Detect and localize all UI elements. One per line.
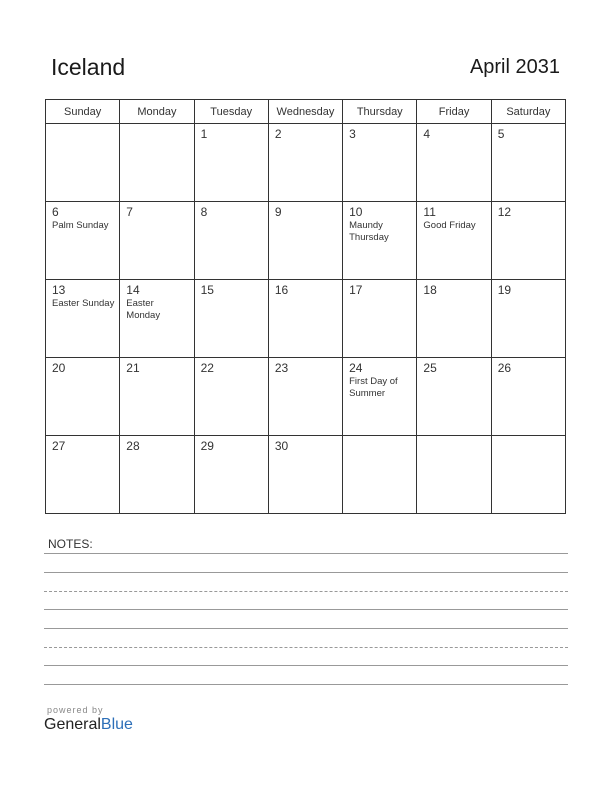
logo-blue-text: Blue bbox=[100, 716, 133, 733]
day-cell bbox=[194, 436, 268, 514]
holiday-label bbox=[195, 297, 268, 298]
day-number: 17 bbox=[349, 283, 363, 297]
day-number: 22 bbox=[200, 361, 214, 375]
week-row bbox=[46, 280, 566, 358]
day-number: 29 bbox=[200, 439, 214, 453]
holiday-label bbox=[492, 141, 565, 142]
holiday-label bbox=[417, 375, 490, 376]
notes-line bbox=[44, 628, 568, 629]
holiday-label bbox=[195, 375, 268, 376]
day-cell bbox=[268, 280, 342, 358]
day-number: 11 bbox=[423, 205, 436, 219]
holiday-label bbox=[46, 127, 119, 128]
day-cell bbox=[417, 436, 491, 514]
holiday-label bbox=[492, 297, 565, 298]
holiday-label: Good Friday bbox=[423, 220, 476, 231]
day-number: 20 bbox=[52, 361, 66, 375]
holiday-label bbox=[120, 219, 193, 220]
day-cell bbox=[46, 280, 120, 358]
day-number: 21 bbox=[126, 361, 140, 375]
notes-line bbox=[44, 591, 568, 592]
notes-line bbox=[44, 665, 568, 666]
calendar-grid bbox=[45, 99, 566, 514]
week-row bbox=[46, 124, 566, 202]
holiday-label bbox=[492, 219, 565, 220]
notes-line bbox=[44, 572, 568, 573]
notes-label: NOTES: bbox=[48, 537, 93, 551]
holiday-label: Palm Sunday bbox=[52, 220, 109, 231]
weekday-header: Monday bbox=[120, 100, 194, 124]
weekday-header: Thursday bbox=[343, 100, 417, 124]
day-cell bbox=[343, 358, 417, 436]
day-number: 30 bbox=[274, 439, 289, 453]
holiday-label bbox=[417, 141, 490, 142]
day-cell bbox=[417, 124, 491, 202]
holiday-label: First Day of Summer bbox=[349, 376, 398, 399]
weekday-header: Saturday bbox=[491, 100, 565, 124]
day-cell bbox=[194, 124, 268, 202]
day-number: 25 bbox=[423, 361, 437, 375]
day-number: 15 bbox=[200, 283, 214, 297]
holiday-label bbox=[46, 375, 119, 376]
notes-line bbox=[44, 609, 568, 610]
holiday-label bbox=[269, 453, 342, 454]
day-cell bbox=[120, 124, 194, 202]
holiday-label bbox=[343, 141, 416, 142]
notes-line bbox=[44, 553, 568, 554]
holiday-label bbox=[269, 141, 342, 142]
day-cell bbox=[46, 436, 120, 514]
holiday-label bbox=[120, 453, 193, 454]
day-number: 6 bbox=[52, 205, 59, 219]
day-number: 7 bbox=[126, 205, 133, 219]
holiday-label bbox=[195, 141, 268, 142]
day-number: 5 bbox=[497, 127, 505, 141]
holiday-label bbox=[195, 219, 268, 220]
day-cell bbox=[491, 124, 565, 202]
holiday-label: Easter Sunday bbox=[52, 298, 115, 309]
day-number: 2 bbox=[274, 127, 282, 141]
day-number: 19 bbox=[497, 283, 512, 297]
day-number: 1 bbox=[200, 127, 208, 141]
day-cell bbox=[491, 358, 565, 436]
day-number: 23 bbox=[274, 361, 289, 375]
holiday-label bbox=[46, 453, 119, 454]
holiday-label bbox=[492, 439, 565, 440]
day-cell bbox=[491, 280, 565, 358]
holiday-label bbox=[343, 439, 416, 440]
day-cell bbox=[343, 280, 417, 358]
day-cell bbox=[194, 280, 268, 358]
day-number: 18 bbox=[423, 283, 437, 297]
notes-line bbox=[44, 684, 568, 685]
calendar-month-title: April 2031 bbox=[469, 56, 560, 78]
holiday-label bbox=[120, 127, 193, 128]
notes-line bbox=[44, 647, 568, 648]
day-number: 3 bbox=[349, 127, 356, 141]
weekday-header: Sunday bbox=[46, 100, 120, 124]
day-number: 28 bbox=[126, 439, 140, 453]
day-cell bbox=[194, 202, 268, 280]
day-number: 24 bbox=[349, 361, 363, 375]
weekday-header-row bbox=[46, 100, 566, 124]
weekday-header: Friday bbox=[417, 100, 491, 124]
week-row bbox=[46, 358, 566, 436]
day-number: 27 bbox=[52, 439, 66, 453]
day-cell bbox=[417, 202, 491, 280]
day-number: 12 bbox=[497, 205, 512, 219]
holiday-label bbox=[417, 439, 490, 440]
day-cell bbox=[120, 358, 194, 436]
day-number: 4 bbox=[423, 127, 431, 141]
day-cell bbox=[343, 124, 417, 202]
holiday-label bbox=[120, 375, 193, 376]
day-cell bbox=[491, 202, 565, 280]
holiday-label bbox=[492, 375, 565, 376]
day-cell bbox=[343, 436, 417, 514]
week-row bbox=[46, 202, 566, 280]
day-number: 16 bbox=[274, 283, 289, 297]
day-cell bbox=[268, 436, 342, 514]
weekday-header: Tuesday bbox=[194, 100, 268, 124]
day-number: 8 bbox=[200, 205, 208, 219]
holiday-label bbox=[195, 453, 268, 454]
day-cell bbox=[343, 202, 417, 280]
holiday-label bbox=[269, 297, 342, 298]
day-number: 14 bbox=[126, 283, 140, 297]
day-cell bbox=[491, 436, 565, 514]
holiday-label bbox=[269, 219, 342, 220]
day-number: 13 bbox=[52, 283, 66, 297]
day-cell bbox=[46, 124, 120, 202]
calendar-country-title: Iceland bbox=[51, 54, 126, 80]
day-cell bbox=[46, 202, 120, 280]
day-number: 9 bbox=[274, 205, 282, 219]
day-number: 26 bbox=[497, 361, 512, 375]
day-cell bbox=[268, 358, 342, 436]
powered-by-text: powered by bbox=[47, 705, 104, 715]
day-cell bbox=[194, 358, 268, 436]
day-number: 10 bbox=[349, 205, 363, 219]
holiday-label: Easter Monday bbox=[126, 298, 161, 321]
day-cell bbox=[417, 358, 491, 436]
logo-general-text: General bbox=[44, 716, 101, 733]
day-cell bbox=[120, 202, 194, 280]
week-row bbox=[46, 436, 566, 514]
day-cell bbox=[120, 280, 194, 358]
day-cell bbox=[120, 436, 194, 514]
generalblue-logo bbox=[44, 716, 133, 734]
day-cell bbox=[417, 280, 491, 358]
holiday-label bbox=[343, 297, 416, 298]
day-cell bbox=[268, 124, 342, 202]
holiday-label bbox=[269, 375, 342, 376]
holiday-label: Maundy Thursday bbox=[349, 220, 389, 243]
holiday-label bbox=[417, 297, 490, 298]
weekday-header: Wednesday bbox=[268, 100, 342, 124]
day-cell bbox=[46, 358, 120, 436]
day-cell bbox=[268, 202, 342, 280]
